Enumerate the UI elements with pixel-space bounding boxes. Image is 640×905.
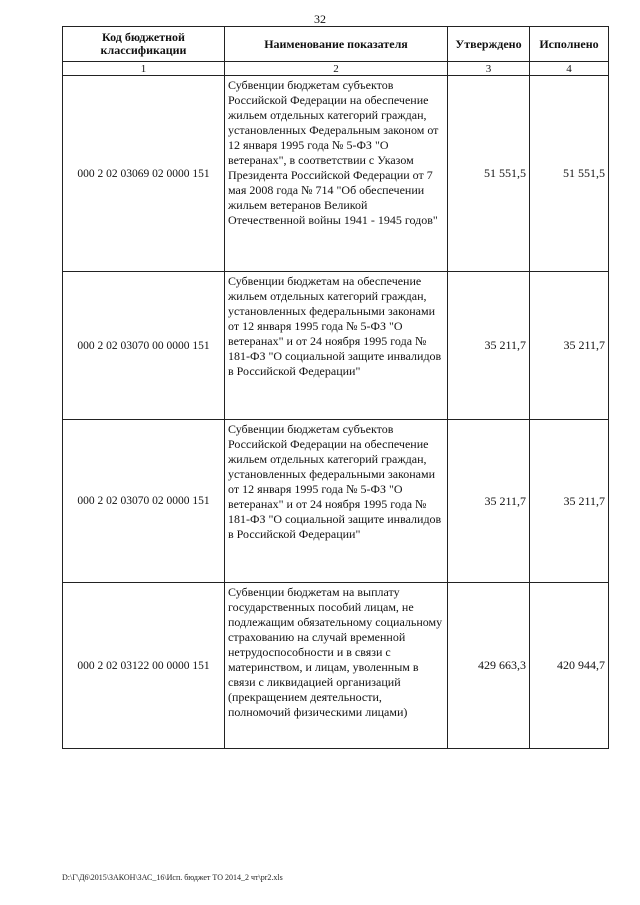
row-name: Субвенции бюджетам субъектов Российской Федерации на обеспечение жильем отдельных категорий граждан, установленных Федеральным законом от 12 января 1995 года № 5-ФЗ "О ветеранах", в соответствии с Указом Президента Российской Федерации от 7 мая 2008 года № 714 "Об обеспечении жильем ветеранов Великой Отечественной войны 1941 - 1945 годов"	[225, 76, 448, 272]
row-code: 000 2 02 03070 00 0000 151	[63, 272, 225, 420]
column-number: 2	[225, 62, 448, 76]
row-executed: 51 551,5	[530, 76, 609, 272]
column-number: 4	[530, 62, 609, 76]
row-approved: 51 551,5	[448, 76, 530, 272]
header-approved: Утверждено	[448, 27, 530, 62]
budget-table	[62, 26, 609, 749]
table-header-row	[63, 27, 609, 62]
row-executed: 35 211,7	[530, 420, 609, 583]
table-row	[63, 272, 609, 420]
column-number: 3	[448, 62, 530, 76]
row-name: Субвенции бюджетам субъектов Российской Федерации на обеспечение жильем отдельных категорий граждан, установленных федеральными законами от 12 января 1995 года № 5-ФЗ "О ветеранах" и от 24 ноября 1995 года № 181-ФЗ "О социальной защите инвалидов в Российской Федерации"	[225, 420, 448, 583]
page-number: 32	[314, 12, 326, 26]
header-name: Наименование показателя	[225, 27, 448, 62]
column-number-row	[63, 62, 609, 76]
table-row	[63, 583, 609, 749]
file-path-footer: D:\Г\Д6\2015\ЗАКОН\ЗАС_16\Исп. бюджет ТО 2014_2 чт\pr2.xls	[62, 873, 283, 882]
header-code: Код бюджетной классификации	[63, 27, 225, 62]
row-approved: 429 663,3	[448, 583, 530, 749]
header-executed: Исполнено	[530, 27, 609, 62]
column-number: 1	[63, 62, 225, 76]
row-name: Субвенции бюджетам на выплату государственных пособий лицам, не подлежащим обязательному социальному страхованию на случай временной нетрудоспособности и в связи с материнством, и лицам, уволенным в связи с ликвидацией организаций (прекращением деятельности, полномочий физическими лицами)	[225, 583, 448, 749]
row-executed: 420 944,7	[530, 583, 609, 749]
row-approved: 35 211,7	[448, 420, 530, 583]
row-name: Субвенции бюджетам на обеспечение жильем отдельных категорий граждан, установленных федеральными законами от 12 января 1995 года № 5-ФЗ "О ветеранах" и от 24 ноября 1995 года № 181-ФЗ "О социальной защите инвалидов в Российской Федерации"	[225, 272, 448, 420]
table-row	[63, 76, 609, 272]
row-code: 000 2 02 03122 00 0000 151	[63, 583, 225, 749]
row-code: 000 2 02 03070 02 0000 151	[63, 420, 225, 583]
row-approved: 35 211,7	[448, 272, 530, 420]
row-executed: 35 211,7	[530, 272, 609, 420]
table-row	[63, 420, 609, 583]
row-code: 000 2 02 03069 02 0000 151	[63, 76, 225, 272]
